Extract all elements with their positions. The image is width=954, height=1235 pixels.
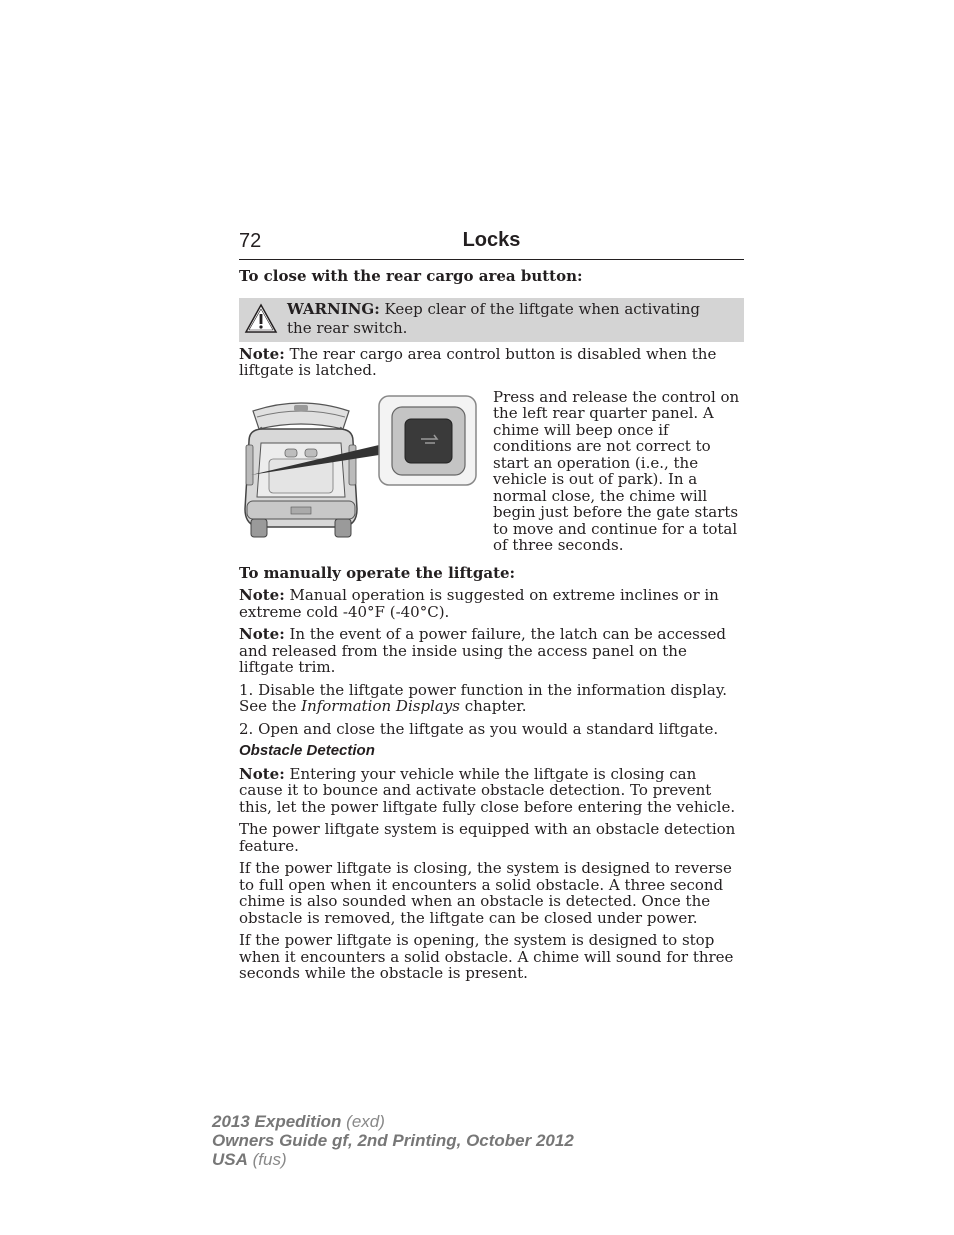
note-disabled-latched (239, 346, 744, 379)
warning-triangle-icon (244, 302, 278, 336)
note-text: In the event of a power failure, the latch can be accessed and released from the inside using the access panel on the liftgate trim. (239, 625, 727, 676)
figure-row (239, 389, 744, 557)
manual-heading: To manually operate the liftgate: (239, 563, 516, 582)
section-title: Locks (462, 229, 521, 251)
figure-caption-text: Press and release the control on the left rear quarter panel. A chime will beep once if conditions are not correct to start an operation (i.e., the vehicle is out of park). In a normal close, the chime will begin just before the gate starts to move and continue for a total of three seconds. (493, 387, 740, 554)
note-text: The rear cargo area control button is disabled when the liftgate is latched. (239, 344, 717, 379)
paragraph-obstacle-feature: The power liftgate system is equipped with an obstacle detection feature. (239, 820, 736, 855)
note-manual-operation (239, 587, 744, 620)
note-text: Entering your vehicle while the liftgate is closing can cause it to bounce and activate obstacle detection. To prevent this, let the power liftgate fully close before entering the vehicle. (239, 764, 736, 816)
page-header (239, 228, 744, 260)
note-power-failure (239, 626, 744, 676)
note-label: Note: (239, 344, 285, 363)
page-footer (212, 1112, 574, 1169)
step-1 (239, 682, 744, 715)
close-heading: To close with the rear cargo area button: (239, 267, 583, 285)
paragraph-opening-behavior: If the power liftgate is opening, the system is designed to stop when it encounters a solid obstacle. A chime will sound for three seconds while the obstacle is present. (239, 931, 734, 982)
note-text: Manual operation is suggested on extreme inclines or in extreme cold -40°F (-40°C). (239, 586, 719, 621)
warning-text (287, 300, 724, 338)
warning-label: WARNING: (287, 299, 380, 318)
footer-line-3 (212, 1150, 574, 1169)
obstacle-detection-heading: Obstacle Detection (239, 742, 375, 759)
vehicle-rear-view (245, 403, 357, 537)
note-label: Note: (239, 764, 285, 783)
footer-model: 2013 Expedition (212, 1112, 342, 1131)
note-entering-vehicle (239, 766, 744, 816)
warning-box (239, 298, 744, 342)
step-1-text-before: 1. Disable the liftgate power function in the information display. See the (239, 680, 728, 715)
note-label: Note: (239, 625, 285, 643)
note-label: Note: (239, 586, 285, 604)
footer-market-code: (fus) (247, 1150, 287, 1169)
page-number: 72 (239, 230, 262, 252)
footer-market: USA (212, 1150, 248, 1169)
step-2: 2. Open and close the liftgate as you would a standard liftgate. (239, 719, 719, 738)
footer-line-1 (212, 1112, 574, 1131)
information-displays-reference: Information Displays (301, 697, 460, 715)
footer-model-code: (exd) (341, 1112, 385, 1131)
liftgate-illustration (239, 389, 484, 557)
control-button-inset (379, 396, 476, 485)
warning-message: Keep clear of the liftgate when activating the rear switch. (287, 299, 700, 337)
paragraph-closing-behavior: If the power liftgate is closing, the system is designed to reverse to full open when it encounters a solid obstacle. A three second chime is also sounded when an obstacle is detected. Once the obstacle is removed, the liftgate can be closed under power. (239, 859, 732, 927)
footer-line-2: Owners Guide gf, 2nd Printing, October 2012 (212, 1131, 574, 1150)
step-1-text-after: chapter. (459, 697, 527, 715)
page-content (239, 268, 744, 988)
